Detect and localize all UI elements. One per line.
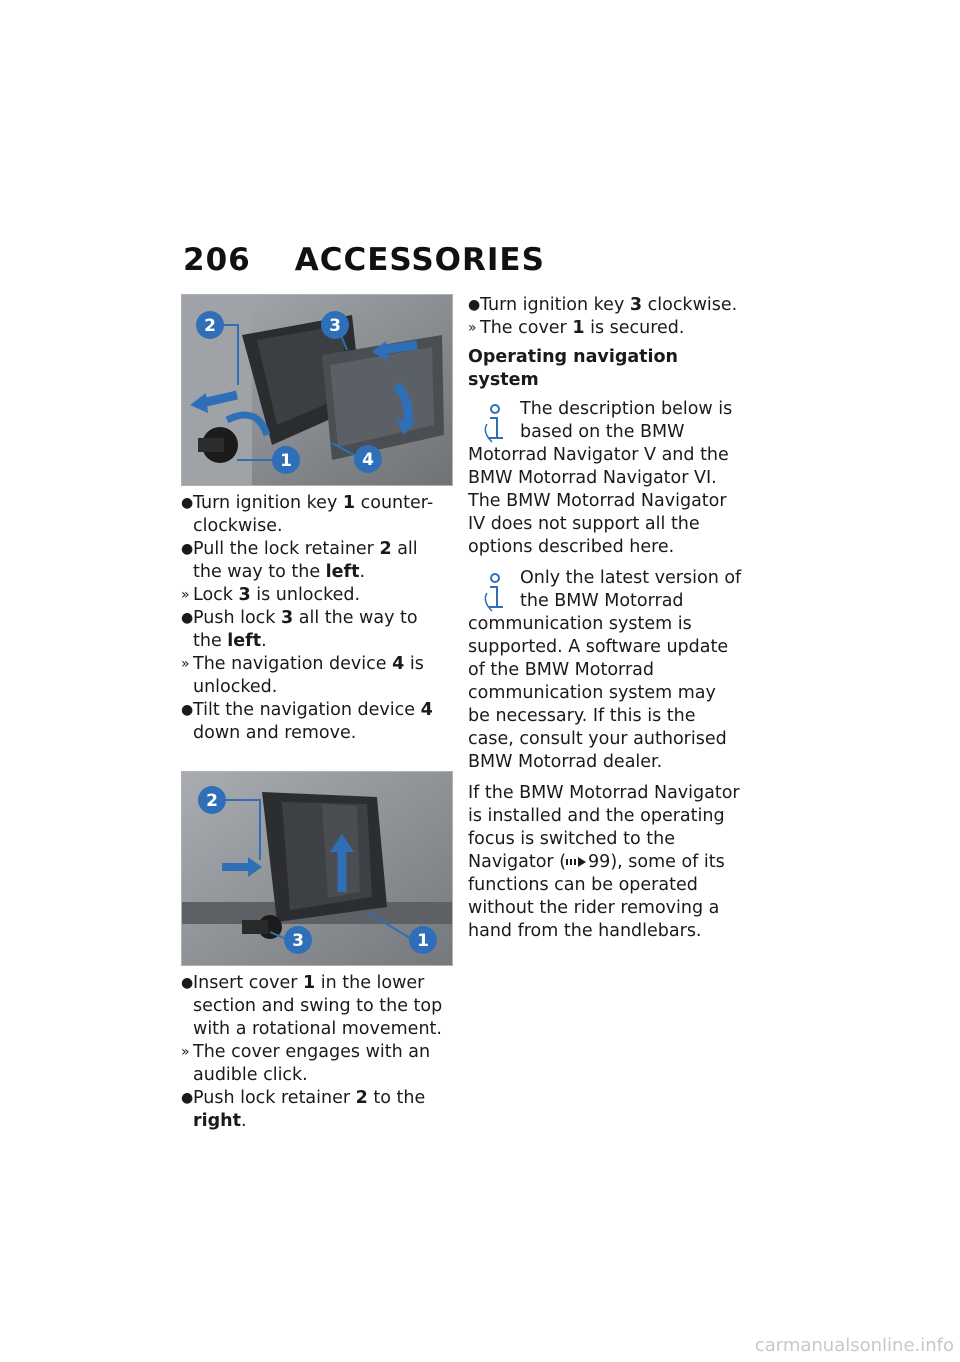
- text: Turn ignition key: [480, 295, 630, 315]
- step-item: [181, 1087, 451, 1133]
- callout-3: [321, 311, 349, 339]
- left-column: [181, 294, 451, 1133]
- steps-secure-cover: [468, 294, 743, 340]
- callout-3: [284, 926, 312, 954]
- emphasis: 4: [392, 654, 405, 674]
- callout-1: [409, 926, 437, 954]
- text: Push lock: [193, 608, 281, 628]
- text: Pull the lock retainer: [193, 539, 380, 559]
- callout-2: [196, 311, 224, 339]
- svg-text:1: 1: [417, 931, 429, 951]
- callout-2: [198, 786, 226, 814]
- text: The navigation device: [193, 654, 393, 674]
- figure-1-illustration: [182, 295, 452, 485]
- callout-1: [272, 446, 300, 474]
- text: Lock: [193, 585, 239, 605]
- figure-2-illustration: [182, 772, 452, 965]
- page-header: [183, 240, 545, 280]
- text: to the: [367, 1088, 426, 1108]
- text: is unlocked.: [193, 654, 424, 697]
- note-navigator-versions: [468, 398, 743, 559]
- text: .: [359, 562, 366, 582]
- emphasis: 3: [629, 295, 643, 315]
- result-chevron-icon: »: [468, 320, 477, 336]
- emphasis: left: [325, 562, 360, 582]
- text: The cover: [480, 318, 573, 338]
- emphasis: 1: [572, 318, 585, 338]
- text: is secured.: [584, 318, 685, 338]
- note-text: The description below is based on the BMW Motorrad Navigator V and the BMW Motorrad Navigator VI. The BMW Motorrad Navigator IV does not support all the options described here.: [468, 399, 733, 557]
- emphasis: 4: [420, 700, 433, 720]
- note-text: Only the latest version of the BMW Motorrad communication system is supported. A software update of the BMW Motorrad communication system may be necessary. If this is the case, consult your authorised BMW Motorrad dealer.: [468, 568, 742, 772]
- emphasis: 3: [281, 608, 294, 628]
- chapter-title: ACCESSORIES: [294, 242, 545, 278]
- page-reference[interactable]: 99: [588, 852, 611, 872]
- emphasis: 3: [238, 585, 251, 605]
- page-reference-arrow-icon: [566, 856, 588, 868]
- watermark: carmanualsonline.info: [754, 1335, 954, 1356]
- text: Push lock retainer: [193, 1088, 356, 1108]
- bullet-dot-icon: ●: [181, 1090, 194, 1106]
- emphasis: 2: [355, 1088, 368, 1108]
- svg-text:2: 2: [204, 316, 216, 336]
- emphasis: right: [193, 1111, 241, 1131]
- text: Turn ignition key: [193, 493, 343, 513]
- emphasis: left: [227, 631, 262, 651]
- bullet-dot-icon: ●: [181, 541, 194, 557]
- svg-text:3: 3: [292, 931, 304, 951]
- steps-remove-device: [181, 492, 451, 745]
- figure-remove-navigation-device: [181, 294, 453, 486]
- text: .: [261, 631, 267, 651]
- figure-insert-cover: [181, 771, 453, 966]
- text: down and remove.: [193, 723, 357, 743]
- emphasis: 1: [342, 493, 356, 513]
- text: all the way to the: [193, 539, 418, 582]
- svg-text:4: 4: [362, 450, 374, 470]
- steps-insert-cover: [181, 972, 451, 1133]
- bullet-dot-icon: ●: [181, 495, 194, 511]
- emphasis: 1: [302, 973, 316, 993]
- result-chevron-icon: »: [181, 656, 190, 672]
- step-item: [468, 294, 743, 317]
- result-item: [181, 1041, 451, 1087]
- note-software-update: [468, 567, 743, 774]
- text: all the way to the: [193, 608, 418, 651]
- bullet-dot-icon: ●: [181, 702, 194, 718]
- svg-text:3: 3: [329, 316, 341, 336]
- emphasis: 2: [379, 539, 392, 559]
- callout-4: [354, 445, 382, 473]
- step-item: [181, 607, 451, 653]
- bullet-dot-icon: ●: [181, 975, 194, 991]
- right-column: [468, 294, 743, 951]
- step-item: [181, 538, 451, 584]
- info-icon: [478, 400, 512, 444]
- text: in the lower section and swing to the top with a rotational movement.: [193, 973, 443, 1039]
- step-item: [181, 972, 451, 1041]
- bullet-dot-icon: ●: [468, 297, 481, 313]
- result-chevron-icon: »: [181, 587, 190, 603]
- step-item: [181, 699, 451, 745]
- step-item: [181, 492, 451, 538]
- result-item: [181, 653, 451, 699]
- svg-text:1: 1: [280, 451, 292, 471]
- text: Insert cover: [193, 973, 303, 993]
- text: .: [240, 1111, 247, 1131]
- bullet-dot-icon: ●: [181, 610, 194, 626]
- text: clockwise.: [642, 295, 738, 315]
- svg-text:2: 2: [206, 791, 218, 811]
- text: Tilt the navigation device: [193, 700, 421, 720]
- section-heading: Operating navigation system: [468, 347, 679, 390]
- text: is unlocked.: [250, 585, 361, 605]
- result-chevron-icon: »: [181, 1044, 190, 1060]
- result-item: [181, 584, 451, 607]
- navigator-operation-paragraph: If the BMW Motorrad Navigator is installed and the operating focus is switched to the Navigator ( 99), some of its functions can be operated without the rider removing a hand from the handlebars.: [468, 783, 740, 941]
- info-icon: [478, 569, 512, 613]
- text: The cover engages with an audible click.: [193, 1042, 431, 1085]
- text: counter-clockwise.: [193, 493, 434, 536]
- page-number: 206: [183, 242, 251, 278]
- result-item: [468, 317, 743, 340]
